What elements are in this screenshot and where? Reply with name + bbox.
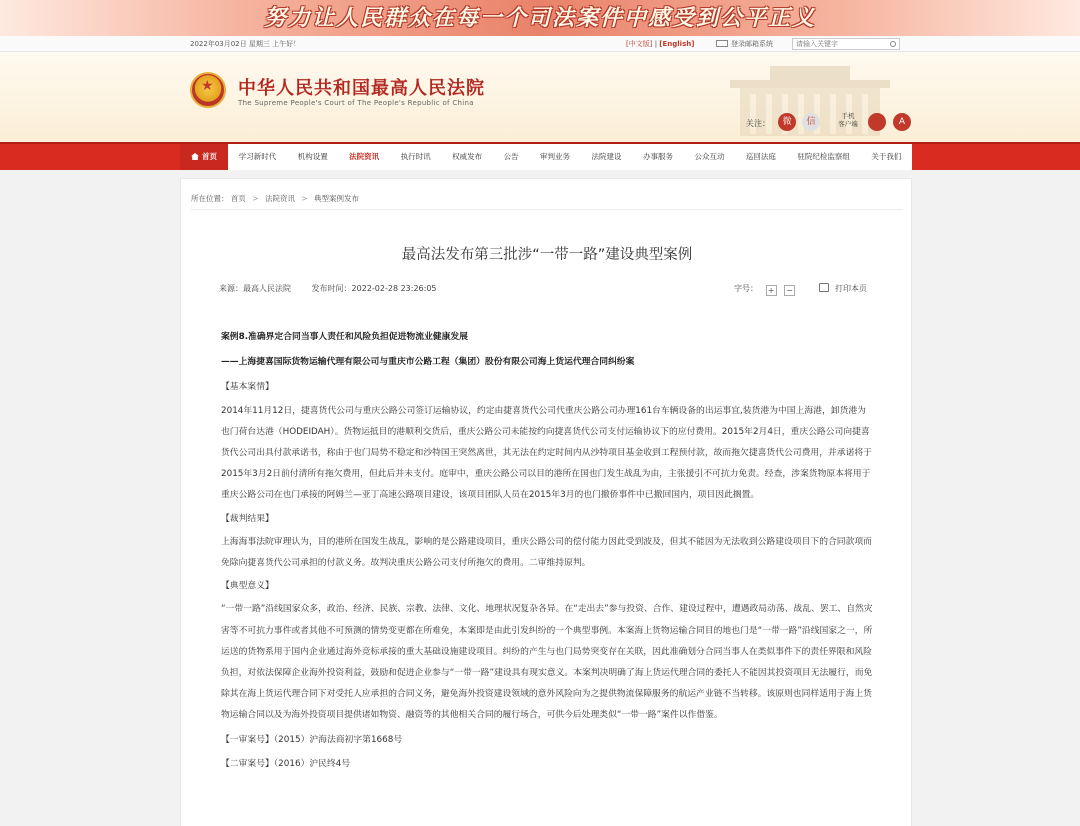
article-meta <box>219 283 437 294</box>
breadcrumb-separator: > <box>252 194 259 203</box>
national-emblem-logo <box>190 72 226 108</box>
language-switcher <box>626 39 694 49</box>
nav-item-court-building[interactable]: 法院建设 <box>591 152 622 161</box>
font-decrease-button[interactable]: − <box>784 285 795 296</box>
font-size-control <box>734 283 795 296</box>
apple-icon[interactable] <box>868 113 886 131</box>
search-icon[interactable] <box>890 41 896 47</box>
breadcrumb-court-news[interactable]: 法院资讯 <box>264 194 295 203</box>
significance-text: “一带一路”沿线国家众多，政治、经济、民族、宗教、法律、文化、地理状况复杂各异。在“走出去”参与投资、合作、建设过程中，遭遇政局动荡、战乱、罢工、自然灾害等不可抗力事件或者其他不可预测的情势变更都在所难免，本案即是由此引发纠纷的一个典型事例。本案海上货物运输合同目的地也门是“一带一路”沿线国家之一，所运送的货物系用于国内企业通过海外竞标承接的重大基础设施建设项目。纠纷的产生与也门局势突变存在关联，因此准确划分合同当事人在类似事件下的责任界限和风险负担，对依法保障企业海外投资利益，鼓励和促进企业参与“一带一路”建设具有现实意义。本案判决明确了海上货运代理合同的委托人不能因其投资项目无法履行，而免除其在海上货运代理合同下对受托人应承担的合同义务，避免海外投资建设领域的意外风险向为之提供物流保障服务的航运产业链不当转移。该原则也同样适用于海上货物运输合同以及为海外投资项目提供诸如物资、融资等的其他相关合同的履行场合，可供今后处理类似“一带一路”案件以作借鉴。 <box>221 604 873 721</box>
print-label: 打印本页 <box>835 284 867 293</box>
nav-item-execution-news[interactable]: 执行时讯 <box>400 152 431 161</box>
wechat-icon[interactable]: 信 <box>802 113 820 131</box>
nav-item-announcements[interactable]: 公告 <box>503 152 519 161</box>
nav-home-label: 首页 <box>202 152 217 161</box>
lang-en-link[interactable]: [English] <box>659 40 695 48</box>
site-header <box>0 52 1080 142</box>
nav-item-public-interaction[interactable]: 公众互动 <box>694 152 725 161</box>
judgment-text: 上海海事法院审理认为，目的港所在国发生战乱，影响的是公路建设项目，重庆公路公司的偿付能力因此受到波及，但其不能因为无法收到公路建设项目下的合同款项而免除向捷喜货代公司承担的付款义务。故判决重庆公路公司支付所拖欠的费用。二审维持原判。 <box>221 536 872 569</box>
nav-item-releases[interactable]: 权威发布 <box>452 152 483 161</box>
main-nav <box>0 142 1080 170</box>
follow-label: 关注： <box>746 119 770 128</box>
nav-item-home[interactable] <box>180 144 228 170</box>
breadcrumb-separator: > <box>301 194 308 203</box>
first-instance-case-number: 【一审案号】（2015）沪海法商初字第1668号 <box>221 734 403 745</box>
basic-facts-text: 2014年11月12日，捷喜货代公司与重庆公路公司签订运输协议，约定由捷喜货代公司代重庆公路公司办理161台车辆设备的出运事宜,装货港为中国上海港，卸货港为也门荷台达港（HODEIDAH）。货物运抵目的港顺利交货后，重庆公路公司未能按约向捷喜货代公司支付运输协议下的应付费用。2015年2月4日，重庆公路公司向捷喜货代公司出具付款承诺书，称由于也门局势不稳定和沙特国王突然离世，其无法在约定时间内从沙特项目基金收到工程预付款，故而拖欠捷喜货代公司费用，并承诺将于2015年3月2日前付清所有拖欠费用，但此后并未支付。庭审中，重庆公路公司以目的港所在国也门发生战乱为由，主张援引不可抗力免责。经查，涉案货物原本将用于重庆公路公司在也门承接的阿姆兰—亚丁高速公路项目建设，该项目团队人员在2015年3月的也门撤侨事件中已撤回国内，项目因此搁置。 <box>221 405 872 501</box>
article-title: 最高法发布第三批涉“一带一路”建设典型案例 <box>401 247 693 263</box>
nav-item-trial-business[interactable]: 审判业务 <box>540 152 571 161</box>
section-significance: 【典型意义】 <box>221 581 274 592</box>
login-mail-link[interactable] <box>716 39 773 49</box>
nav-item-discipline[interactable]: 驻院纪检监察组 <box>797 152 850 161</box>
breadcrumb-home[interactable]: 首页 <box>230 194 246 203</box>
case-subtitle: ——上海捷喜国际货物运输代理有限公司与重庆市公路工程（集团）股份有限公司海上货运代理合同纠纷案 <box>221 357 635 368</box>
weibo-icon[interactable]: 微 <box>778 113 796 131</box>
mail-icon <box>716 40 728 47</box>
article-source: 来源：最高人民法院 <box>219 284 291 293</box>
nav-item-organization[interactable]: 机构设置 <box>297 152 328 161</box>
section-basic-facts: 【基本案情】 <box>221 382 274 393</box>
site-title[interactable]: 中华人民共和国最高人民法院 <box>238 78 485 99</box>
nav-items <box>180 144 912 170</box>
lang-zh-link[interactable]: [中文版] <box>626 40 653 48</box>
top-utility-bar <box>0 36 1080 52</box>
site-subtitle: The Supreme People's Court of The People's Republic of China <box>238 99 474 107</box>
section-judgment: 【裁判结果】 <box>221 513 274 524</box>
font-increase-button[interactable]: + <box>766 285 777 296</box>
lang-separator: | <box>654 40 660 48</box>
current-date: 2022年03月02日 星期三 上午好！ <box>190 40 301 48</box>
nav-item-study[interactable]: 学习新时代 <box>238 152 277 161</box>
nav-item-about[interactable]: 关于我们 <box>871 152 902 161</box>
article-panel <box>180 178 912 826</box>
font-size-label: 字号： <box>734 284 758 293</box>
nav-item-circuit-courts[interactable]: 巡回法庭 <box>745 152 776 161</box>
breadcrumb-prefix: 所在位置： <box>191 194 229 203</box>
breadcrumb <box>191 193 359 204</box>
article-publish-time: 发布时间：2022-02-28 23:26:05 <box>311 284 437 293</box>
nav-item-court-news[interactable]: 法院资讯 <box>349 152 380 161</box>
case-title: 案例8.准确界定合同当事人责任和风险负担促进物流业健康发展 <box>221 332 468 342</box>
article-body <box>221 327 873 778</box>
mobile-client-label[interactable]: 手机 客户端 <box>838 112 858 128</box>
home-icon <box>191 153 199 160</box>
slogan-text: 努力让人民群众在每一个司法案件中感受到公平正义 <box>263 5 816 31</box>
second-instance-case-number: 【二审案号】（2016）沪民终4号 <box>221 758 351 769</box>
printer-icon <box>819 283 829 292</box>
nav-item-services[interactable]: 办事服务 <box>642 152 673 161</box>
breadcrumb-divider <box>191 209 903 210</box>
search-input[interactable] <box>793 39 883 49</box>
slogan-banner <box>0 0 1080 36</box>
print-page-button[interactable] <box>819 283 867 294</box>
breadcrumb-typical-cases[interactable]: 典型案例发布 <box>314 194 360 203</box>
login-mail-label: 登录邮箱系统 <box>731 40 773 48</box>
search-box <box>792 38 900 50</box>
android-icon[interactable]: A <box>893 113 911 131</box>
